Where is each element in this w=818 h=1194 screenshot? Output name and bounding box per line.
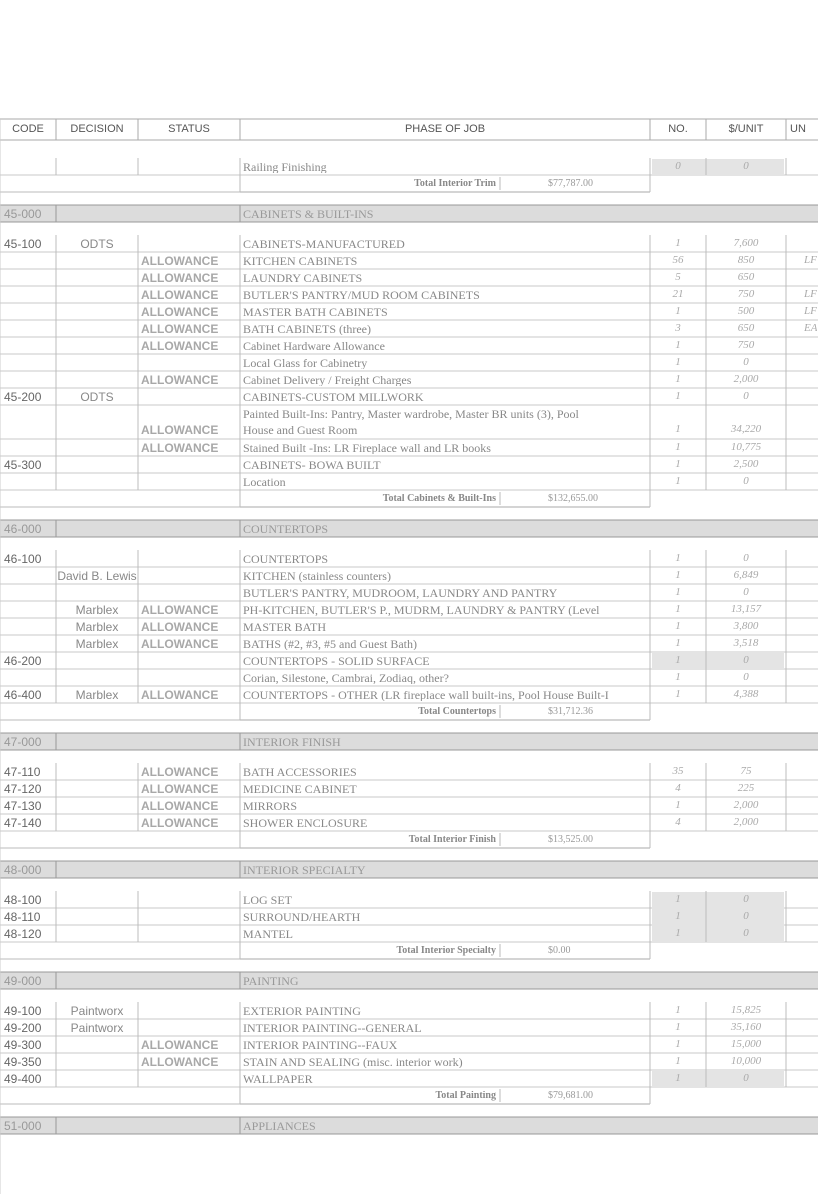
item-phase: MEDICINE CABINET <box>243 783 357 795</box>
item-quantity: 1 <box>675 238 681 249</box>
item-unit-cost: 0 <box>743 672 749 683</box>
item-unit-cost: 35,160 <box>730 1022 762 1033</box>
section-code: 48-000 <box>4 864 42 876</box>
header-decision: DECISION <box>70 124 124 135</box>
item-unit-cost: 10,775 <box>730 442 762 453</box>
item-status: ALLOWANCE <box>141 306 219 318</box>
item-quantity: 1 <box>675 621 681 632</box>
header-unit-cost: $/UNIT <box>728 124 764 135</box>
item-quantity: 1 <box>675 1056 681 1067</box>
item-code: 49-100 <box>4 1005 42 1017</box>
item-status: ALLOWANCE <box>141 638 219 650</box>
item-quantity: 1 <box>675 1039 681 1050</box>
header-phase: PHASE OF JOB <box>404 124 486 135</box>
item-quantity: 1 <box>675 391 681 402</box>
item-unit-cost: 500 <box>737 306 755 317</box>
item-status: ALLOWANCE <box>141 340 219 352</box>
item-code: 45-100 <box>4 238 42 250</box>
item-phase: Stained Built -Ins: LR Fireplace wall and LR books <box>243 442 491 454</box>
item-quantity: 1 <box>675 800 681 811</box>
item-status: ALLOWANCE <box>141 766 219 778</box>
item-code: 45-200 <box>4 391 42 403</box>
item-quantity: 1 <box>675 928 681 939</box>
item-quantity: 1 <box>675 672 681 683</box>
item-phase: INTERIOR PAINTING--GENERAL <box>243 1022 422 1034</box>
item-unit-cost: 850 <box>737 255 755 266</box>
item-code: 47-110 <box>4 766 41 778</box>
section-title: PAINTING <box>243 975 299 987</box>
item-phase: BUTLER'S PANTRY/MUD ROOM CABINETS <box>243 289 480 301</box>
section-code: 49-000 <box>4 975 42 987</box>
section-band <box>0 520 818 537</box>
item-code: 45-300 <box>4 459 42 471</box>
item-quantity: 5 <box>675 272 681 283</box>
item-unit-cost: 0 <box>743 553 749 564</box>
total-value: $0.00 <box>548 946 571 956</box>
item-quantity: 1 <box>675 1022 681 1033</box>
item-quantity: 1 <box>675 587 681 598</box>
item-status: ALLOWANCE <box>141 424 219 436</box>
item-status: ALLOWANCE <box>141 255 219 267</box>
item-code: 48-100 <box>4 894 42 906</box>
section-title: APPLIANCES <box>243 1120 316 1132</box>
item-decision: Paintworx <box>70 1022 124 1034</box>
item-status: ALLOWANCE <box>141 323 219 335</box>
item-code: 49-400 <box>4 1073 42 1085</box>
section-code: 45-000 <box>4 208 42 220</box>
item-unit-cost: 225 <box>737 783 755 794</box>
item-unit-cost: 7,600 <box>733 238 759 249</box>
item-phase: MIRRORS <box>243 800 298 812</box>
item-quantity: 56 <box>672 255 684 266</box>
item-unit: LF <box>804 306 817 317</box>
item-code: 46-400 <box>4 689 42 701</box>
item-decision: Marblex <box>75 638 119 650</box>
item-unit-cost: 75 <box>740 766 752 777</box>
item-quantity: 1 <box>675 459 681 470</box>
item-quantity: 35 <box>672 766 684 777</box>
item-decision: ODTS <box>80 238 114 250</box>
section-title: CABINETS & BUILT-INS <box>243 208 374 220</box>
item-phase: MANTEL <box>243 928 293 940</box>
item-phase: CABINETS- BOWA BUILT <box>243 459 381 471</box>
total-value: $132,655.00 <box>548 494 598 504</box>
item-unit-cost: 0 <box>743 655 749 666</box>
total-value: $77,787.00 <box>548 179 593 189</box>
total-label: Total Interior Trim <box>414 179 496 189</box>
item-unit-cost: 15,000 <box>730 1039 762 1050</box>
item-status: ALLOWANCE <box>141 442 219 454</box>
item-status: ALLOWANCE <box>141 621 219 633</box>
header-un: UN <box>790 124 806 135</box>
item-decision: Marblex <box>75 689 119 701</box>
item-unit-cost: 0 <box>743 911 749 922</box>
item-quantity: 1 <box>675 911 681 922</box>
item-unit: LF <box>804 289 817 300</box>
item-unit-cost: 0 <box>743 928 749 939</box>
item-code: 46-100 <box>4 553 42 565</box>
item-phase: CABINETS-CUSTOM MILLWORK <box>243 391 424 403</box>
item-unit-cost: 2,500 <box>733 459 759 470</box>
total-label: Total Interior Specialty <box>396 946 496 956</box>
item-decision: ODTS <box>80 391 114 403</box>
item-quantity: 1 <box>675 689 681 700</box>
section-code: 46-000 <box>4 523 42 535</box>
item-unit-cost: 10,000 <box>730 1056 762 1067</box>
item-phase: STAIN AND SEALING (misc. interior work) <box>243 1056 463 1068</box>
item-phase: Railing Finishing <box>243 161 327 173</box>
item-quantity: 1 <box>675 442 681 453</box>
item-phase: Location <box>243 476 286 488</box>
item-phase: EXTERIOR PAINTING <box>243 1005 361 1017</box>
section-band <box>0 861 818 878</box>
item-status: ALLOWANCE <box>141 1056 219 1068</box>
item-phase: Cabinet Hardware Allowance <box>243 340 385 352</box>
total-label: Total Interior Finish <box>408 835 496 845</box>
item-phase: BUTLER'S PANTRY, MUDROOM, LAUNDRY AND PANTRY <box>243 587 558 599</box>
item-phase: KITCHEN CABINETS <box>243 255 358 267</box>
item-phase: INTERIOR PAINTING--FAUX <box>243 1039 398 1051</box>
item-unit-cost: 3,518 <box>733 638 759 649</box>
item-quantity: 0 <box>675 161 681 172</box>
item-quantity: 1 <box>675 655 681 666</box>
item-code: 48-110 <box>4 911 41 923</box>
item-phase: LAUNDRY CABINETS <box>243 272 363 284</box>
item-phase: Painted Built-Ins: Pantry, Master wardrobe, Master BR units (3), Pool <box>243 408 579 420</box>
item-phase: COUNTERTOPS <box>243 553 329 565</box>
item-status: ALLOWANCE <box>141 272 219 284</box>
item-code: 47-120 <box>4 783 42 795</box>
section-code: 47-000 <box>4 736 42 748</box>
item-quantity: 1 <box>675 1073 681 1084</box>
item-unit: EA <box>804 323 818 334</box>
item-unit-cost: 6,849 <box>733 570 759 581</box>
total-label: Total Painting <box>435 1091 496 1101</box>
item-phase: COUNTERTOPS - OTHER (LR fireplace wall built-ins, Pool House Built-I <box>243 689 609 701</box>
item-unit-cost: 0 <box>743 391 749 402</box>
section-title: INTERIOR SPECIALTY <box>243 864 366 876</box>
item-unit-cost: 0 <box>743 161 749 172</box>
item-decision: David B. Lewis <box>57 570 137 582</box>
item-unit-cost: 34,220 <box>730 424 762 435</box>
item-quantity: 1 <box>675 476 681 487</box>
total-value: $13,525.00 <box>548 835 593 845</box>
header-status: STATUS <box>168 124 210 135</box>
item-quantity: 4 <box>675 817 681 828</box>
item-quantity: 1 <box>675 424 681 435</box>
item-unit-cost: 750 <box>737 340 755 351</box>
item-phase: COUNTERTOPS - SOLID SURFACE <box>243 655 430 667</box>
item-code: 49-300 <box>4 1039 42 1051</box>
item-unit-cost: 3,800 <box>733 621 759 632</box>
total-label: Total Countertops <box>418 707 496 717</box>
item-phase: Corian, Silestone, Cambrai, Zodiaq, other? <box>243 672 449 684</box>
item-code: 47-130 <box>4 800 42 812</box>
item-unit-cost: 2,000 <box>733 800 759 811</box>
item-code: 47-140 <box>4 817 42 829</box>
item-unit-cost: 2,000 <box>733 817 759 828</box>
item-quantity: 1 <box>675 340 681 351</box>
section-band <box>0 1117 818 1134</box>
total-value: $79,681.00 <box>548 1091 593 1101</box>
item-status: ALLOWANCE <box>141 800 219 812</box>
item-unit-cost: 4,388 <box>733 689 759 700</box>
section-band <box>0 205 818 222</box>
item-decision: Marblex <box>75 621 119 633</box>
item-quantity: 1 <box>675 374 681 385</box>
item-unit-cost: 0 <box>743 476 749 487</box>
section-code: 51-000 <box>4 1120 42 1132</box>
item-quantity: 1 <box>675 1005 681 1016</box>
total-value: $31,712.36 <box>548 707 593 717</box>
item-phase: SHOWER ENCLOSURE <box>243 817 368 829</box>
item-unit-cost: 750 <box>737 289 755 300</box>
item-decision: Marblex <box>75 604 119 616</box>
item-unit-cost: 650 <box>737 323 755 334</box>
item-phase: BATHS (#2, #3, #5 and Guest Bath) <box>243 638 417 650</box>
item-quantity: 3 <box>675 323 681 334</box>
item-phase: BATH CABINETS (three) <box>243 323 371 335</box>
item-phase: MASTER BATH <box>243 621 327 633</box>
item-code: 48-120 <box>4 928 42 940</box>
item-quantity: 1 <box>675 570 681 581</box>
item-code: 49-200 <box>4 1022 42 1034</box>
item-status: ALLOWANCE <box>141 783 219 795</box>
item-code: 49-350 <box>4 1056 42 1068</box>
item-unit-cost: 13,157 <box>730 604 762 615</box>
item-unit-cost: 0 <box>743 894 749 905</box>
item-quantity: 1 <box>675 357 681 368</box>
item-phase: BATH ACCESSORIES <box>243 766 357 778</box>
item-unit-cost: 0 <box>743 357 749 368</box>
item-unit-cost: 650 <box>737 272 755 283</box>
item-unit-cost: 2,000 <box>733 374 759 385</box>
item-phase: CABINETS-MANUFACTURED <box>243 238 405 250</box>
item-code: 46-200 <box>4 655 42 667</box>
item-status: ALLOWANCE <box>141 604 219 616</box>
item-quantity: 21 <box>672 289 684 300</box>
item-phase: MASTER BATH CABINETS <box>243 306 388 318</box>
item-phase: LOG SET <box>243 894 292 906</box>
section-band <box>0 733 818 750</box>
item-unit-cost: 15,825 <box>730 1005 762 1016</box>
item-status: ALLOWANCE <box>141 374 219 386</box>
item-status: ALLOWANCE <box>141 689 219 701</box>
item-quantity: 4 <box>675 783 681 794</box>
header-code: CODE <box>12 124 44 135</box>
item-phase: Local Glass for Cabinetry <box>243 357 368 369</box>
item-status: ALLOWANCE <box>141 817 219 829</box>
item-quantity: 1 <box>675 553 681 564</box>
section-title: INTERIOR FINISH <box>243 736 341 748</box>
item-decision: Paintworx <box>70 1005 124 1017</box>
item-status: ALLOWANCE <box>141 289 219 301</box>
item-quantity: 1 <box>675 638 681 649</box>
item-unit-cost: 0 <box>743 1073 749 1084</box>
item-phase: WALLPAPER <box>243 1073 313 1085</box>
total-label: Total Cabinets & Built-Ins <box>382 494 496 504</box>
item-phase: Cabinet Delivery / Freight Charges <box>243 374 412 386</box>
item-quantity: 1 <box>675 306 681 317</box>
item-phase: KITCHEN (stainless counters) <box>243 570 391 582</box>
item-quantity: 1 <box>675 894 681 905</box>
item-phase: SURROUND/HEARTH <box>243 911 361 923</box>
item-status: ALLOWANCE <box>141 1039 219 1051</box>
header-no: NO. <box>668 124 688 135</box>
item-unit: LF <box>804 255 817 266</box>
item-phase: PH-KITCHEN, BUTLER'S P., MUDRM, LAUNDRY & PANTRY (Level <box>243 604 600 616</box>
section-band <box>0 972 818 989</box>
section-title: COUNTERTOPS <box>243 523 329 535</box>
item-phase-continued: House and Guest Room <box>243 424 358 436</box>
item-quantity: 1 <box>675 604 681 615</box>
item-unit-cost: 0 <box>743 587 749 598</box>
